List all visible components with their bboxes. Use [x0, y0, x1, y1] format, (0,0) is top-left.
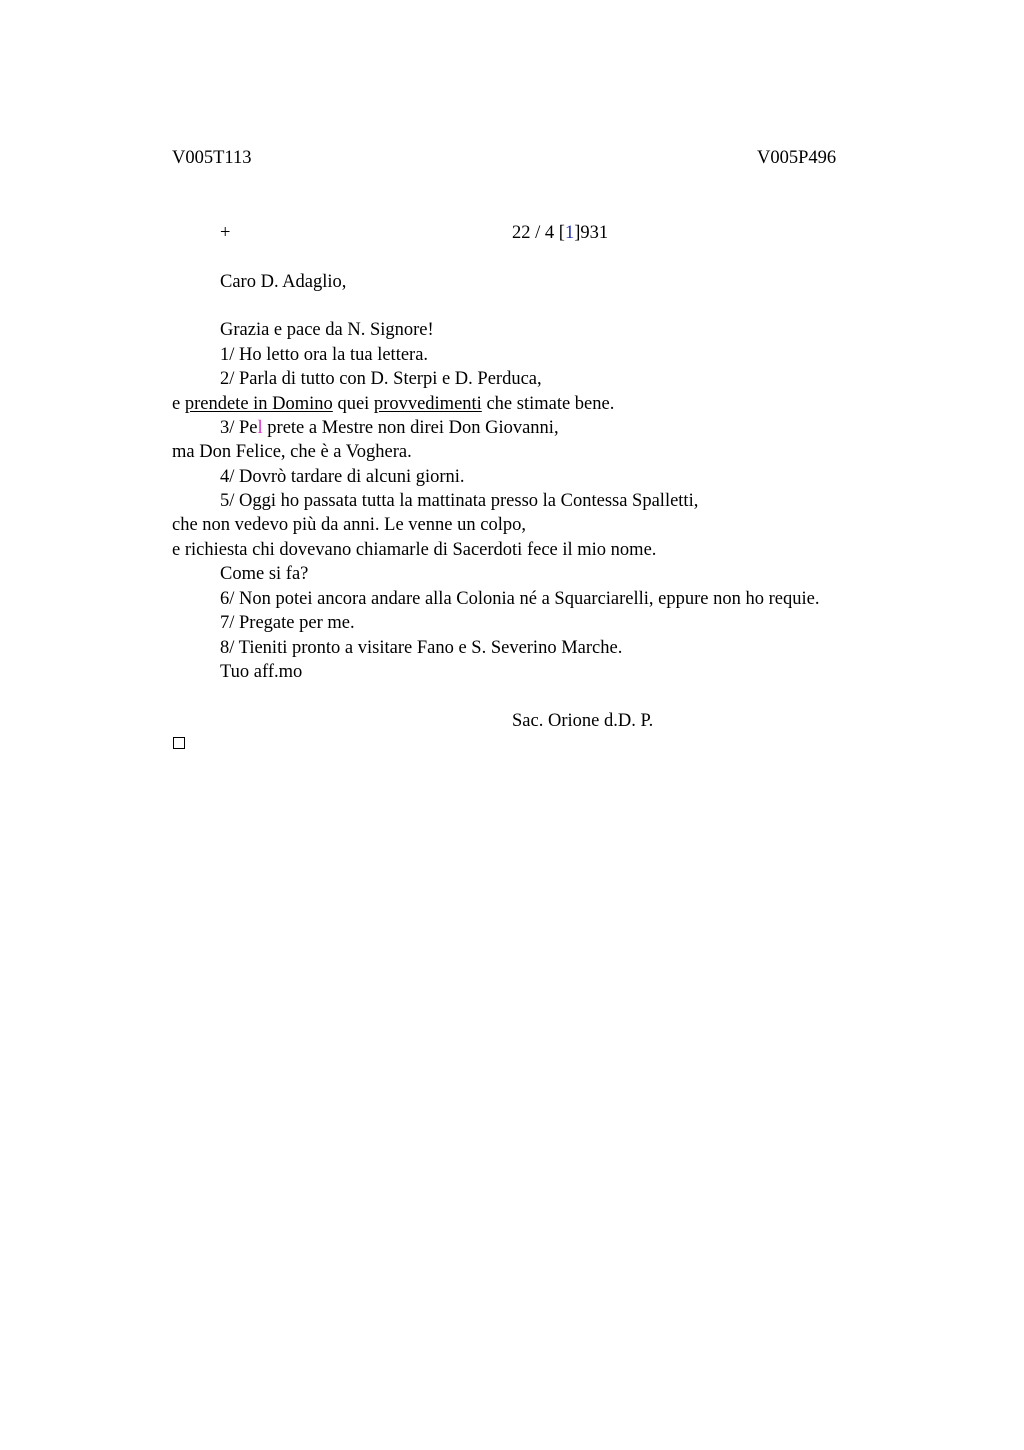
- paragraph-8: 8/ Tieniti pronto a visitare Fano e S. Severino Marche.: [220, 638, 623, 658]
- text-segment: quei: [332, 394, 374, 414]
- paragraph-5-continued: che non vedevo più da anni. Le venne un colpo,: [172, 515, 526, 535]
- paragraph-3: [220, 419, 559, 438]
- paragraph-5: 5/ Oggi ho passata tutta la mattinata presso la Contessa Spalletti,: [220, 491, 699, 511]
- header-right-code: V005P496: [757, 148, 837, 168]
- paragraph-4: 4/ Dovrò tardare di alcuni giorni.: [220, 467, 465, 487]
- date-bracket-digit: 1: [564, 223, 575, 243]
- text-segment: e: [172, 394, 185, 414]
- underlined-phrase-prendete: prendete in Domino: [184, 394, 333, 414]
- text-segment: che stimate bene.: [481, 394, 615, 414]
- paragraph-1: 1/ Ho letto ora la tua lettera.: [220, 345, 429, 365]
- paragraph-2: 2/ Parla di tutto con D. Sterpi e D. Perduca,: [220, 369, 542, 389]
- paragraph-5-continued-2: e richiesta chi dovevano chiamarle di Sacerdoti fece il mio nome.: [172, 540, 657, 560]
- greeting: Grazia e pace da N. Signore!: [220, 320, 434, 340]
- text-segment: 3/ Pe: [220, 418, 258, 438]
- salutation: Caro D. Adaglio,: [220, 272, 347, 292]
- end-marker-box: [173, 737, 185, 749]
- date-suffix: ]931: [574, 223, 609, 243]
- text-segment: prete a Mestre non direi Don Giovanni,: [262, 418, 559, 438]
- header-left-code: V005T113: [172, 148, 252, 168]
- signature: Sac. Orione d.D. P.: [512, 711, 654, 731]
- closing: Tuo aff.mo: [220, 662, 303, 682]
- paragraph-3-continued: ma Don Felice, che è a Voghera.: [172, 442, 412, 462]
- underlined-phrase-provvedimenti: provvedimenti: [373, 394, 482, 414]
- highlighted-letter: l: [257, 418, 263, 438]
- letter-date: [512, 224, 608, 243]
- date-prefix: 22 / 4 [: [512, 223, 565, 243]
- paragraph-2-continued: [172, 395, 614, 414]
- cross-mark: +: [220, 223, 231, 243]
- paragraph-5-question: Come si fa?: [220, 564, 309, 584]
- paragraph-6: 6/ Non potei ancora andare alla Colonia né a Squarciarelli, eppure non ho requie.: [220, 589, 820, 609]
- paragraph-7: 7/ Pregate per me.: [220, 613, 355, 633]
